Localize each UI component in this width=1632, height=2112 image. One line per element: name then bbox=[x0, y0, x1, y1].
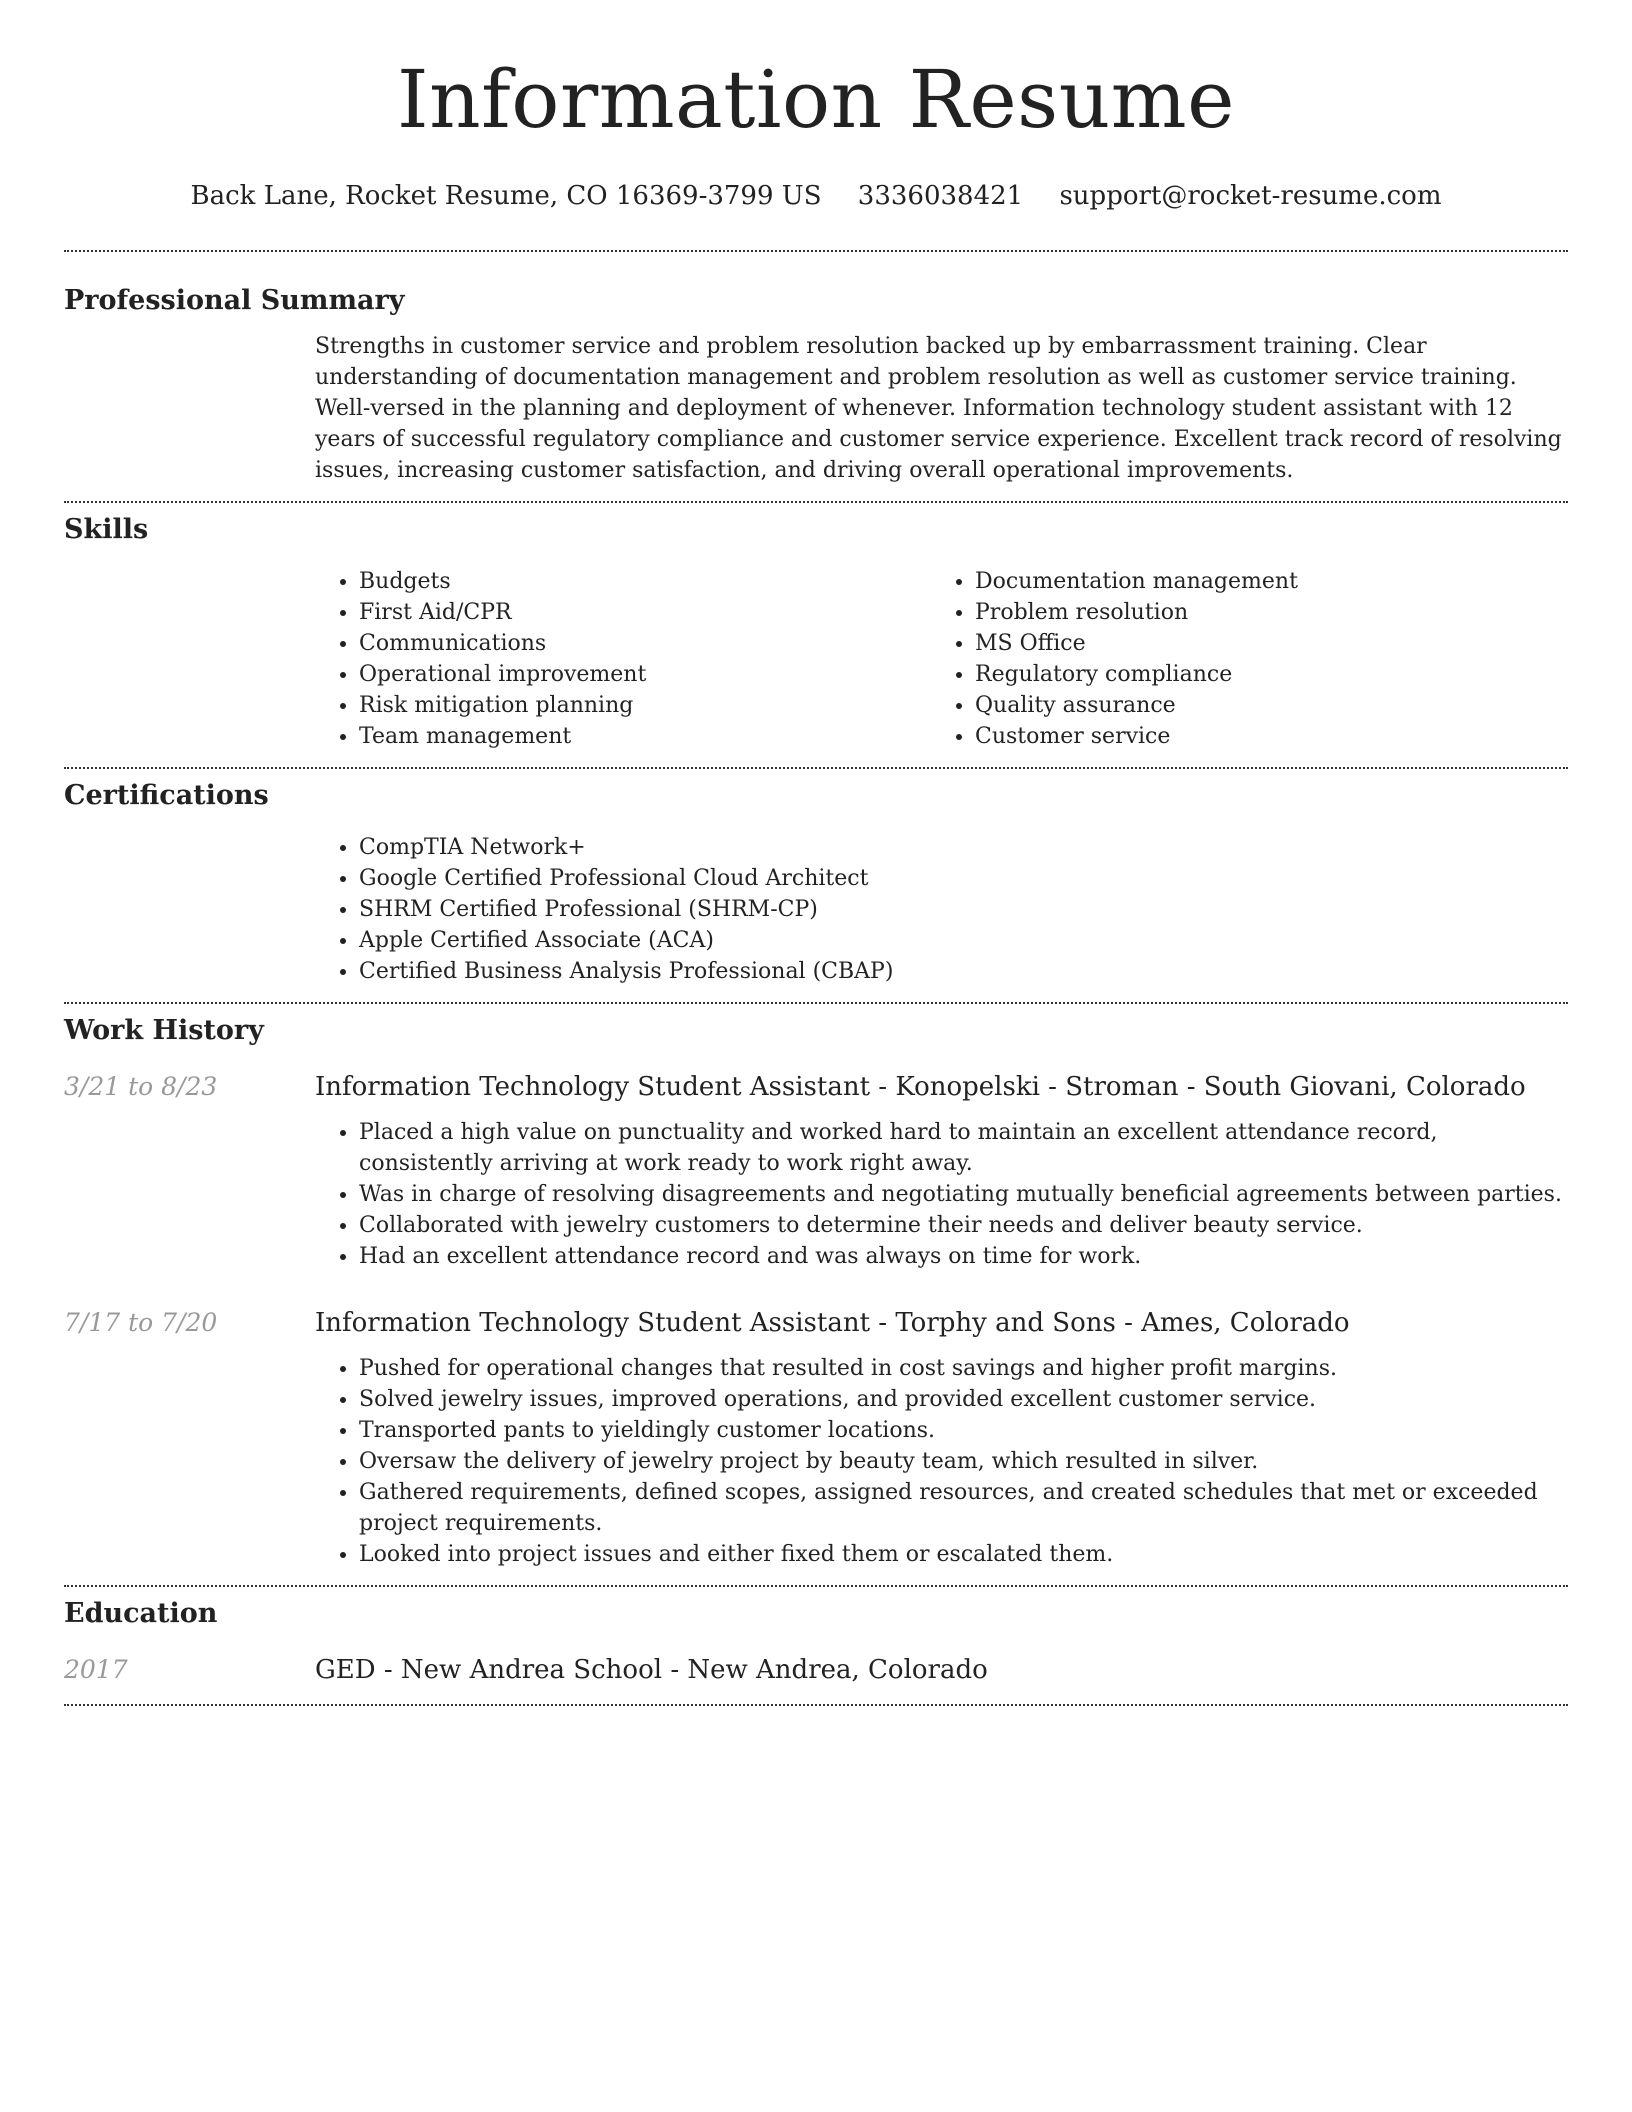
skills-list-left bbox=[315, 566, 931, 752]
job-title: Information Technology Student Assistant - Konopelski - Stroman - South Giovani, Colorado bbox=[315, 1072, 1526, 1102]
job-bullet: • Looked into project issues and either fixed them or escalated them. bbox=[359, 1539, 1568, 1570]
skill-item: • Documentation management bbox=[975, 566, 1568, 597]
divider bbox=[64, 767, 1568, 769]
summary-text: Strengths in customer service and problem resolution backed up by embarrassment training. Clear understanding of documentation management and problem resolution as well as customer service training. Well-versed in the planning and deployment of whenever. Information technology student assistant with 12 years of successful regulatory compliance and customer service experience. Excellent track record of resolving issues, increasing customer satisfaction, and driving overall operational improvements. bbox=[315, 334, 1562, 483]
certification-item: • Certified Business Analysis Professional (CBAP) bbox=[359, 956, 1568, 987]
skill-item: • Risk mitigation planning bbox=[359, 690, 931, 721]
work-history-section bbox=[64, 1013, 1568, 1585]
job-bullet: • Had an excellent attendance record and was always on time for work. bbox=[359, 1241, 1568, 1272]
summary-heading: Professional Summary bbox=[64, 285, 405, 316]
resume-name: Information Resume bbox=[397, 53, 1235, 146]
skill-item: • Problem resolution bbox=[975, 597, 1568, 628]
skills-section bbox=[64, 512, 1568, 767]
education-heading: Education bbox=[64, 1598, 218, 1629]
certifications-list bbox=[315, 832, 1568, 1002]
education-dates: 2017 bbox=[64, 1655, 128, 1684]
education-section bbox=[64, 1596, 1568, 1704]
job-bullets bbox=[315, 1117, 1568, 1272]
contact-address: Back Lane, Rocket Resume, CO 16369-3799 US bbox=[190, 181, 822, 211]
divider bbox=[64, 1704, 1568, 1706]
skill-item: • Communications bbox=[359, 628, 931, 659]
divider bbox=[64, 1585, 1568, 1587]
skill-item: • Team management bbox=[359, 721, 931, 752]
job-body bbox=[315, 1305, 1568, 1585]
contact-email: support@rocket-resume.com bbox=[1059, 181, 1442, 211]
contact-phone: 3336038421 bbox=[857, 181, 1024, 211]
skill-item: • Regulatory compliance bbox=[975, 659, 1568, 690]
job-title: Information Technology Student Assistant - Torphy and Sons - Ames, Colorado bbox=[315, 1308, 1350, 1338]
skill-item: • Operational improvement bbox=[359, 659, 931, 690]
certification-item: • Apple Certified Associate (ACA) bbox=[359, 925, 1568, 956]
certification-item: • CompTIA Network+ bbox=[359, 832, 1568, 863]
job-bullet: • Solved jewelry issues, improved operations, and provided excellent customer service. bbox=[359, 1384, 1568, 1415]
job-bullet: • Was in charge of resolving disagreements and negotiating mutually beneficial agreements between parties. bbox=[359, 1179, 1568, 1210]
job-bullet: • Placed a high value on punctuality and worked hard to maintain an excellent attendance record, consistently arriving at work ready to work right away. bbox=[359, 1117, 1568, 1179]
skills-list-right bbox=[931, 566, 1568, 752]
divider bbox=[64, 250, 1568, 252]
skill-item: • Customer service bbox=[975, 721, 1568, 752]
job-body bbox=[315, 1069, 1568, 1272]
job-bullet: • Gathered requirements, defined scopes, assigned resources, and created schedules that met or exceeded project requirements. bbox=[359, 1477, 1568, 1539]
job-bullet: • Collaborated with jewelry customers to determine their needs and deliver beauty service. bbox=[359, 1210, 1568, 1241]
contact-line bbox=[64, 178, 1568, 214]
skill-item: • Quality assurance bbox=[975, 690, 1568, 721]
divider bbox=[64, 501, 1568, 503]
certifications-section bbox=[64, 778, 1568, 1002]
job-bullet: • Oversaw the delivery of jewelry project by beauty team, which resulted in silver. bbox=[359, 1446, 1568, 1477]
certification-item: • SHRM Certified Professional (SHRM-CP) bbox=[359, 894, 1568, 925]
education-body bbox=[315, 1652, 1568, 1688]
job-bullet: • Pushed for operational changes that resulted in cost savings and higher profit margins. bbox=[359, 1353, 1568, 1384]
skill-item: • First Aid/CPR bbox=[359, 597, 931, 628]
job-dates: 3/21 to 8/23 bbox=[64, 1072, 218, 1101]
job-dates: 7/17 to 7/20 bbox=[64, 1308, 218, 1337]
job-bullets bbox=[315, 1353, 1568, 1585]
education-entry bbox=[64, 1652, 1568, 1704]
skill-item: • MS Office bbox=[975, 628, 1568, 659]
certification-item: • Google Certified Professional Cloud Architect bbox=[359, 863, 1568, 894]
skills-grid bbox=[315, 566, 1568, 767]
divider bbox=[64, 1002, 1568, 1004]
skill-item: • Budgets bbox=[359, 566, 931, 597]
skills-heading: Skills bbox=[64, 514, 149, 545]
job-bullet: • Transported pants to yieldingly customer locations. bbox=[359, 1415, 1568, 1446]
job-entry bbox=[64, 1305, 1568, 1585]
work-history-heading: Work History bbox=[64, 1015, 264, 1046]
education-title: GED - New Andrea School - New Andrea, Colorado bbox=[315, 1655, 988, 1685]
certifications-heading: Certifications bbox=[64, 780, 269, 811]
summary-section bbox=[64, 283, 1568, 501]
job-entry bbox=[64, 1069, 1568, 1272]
